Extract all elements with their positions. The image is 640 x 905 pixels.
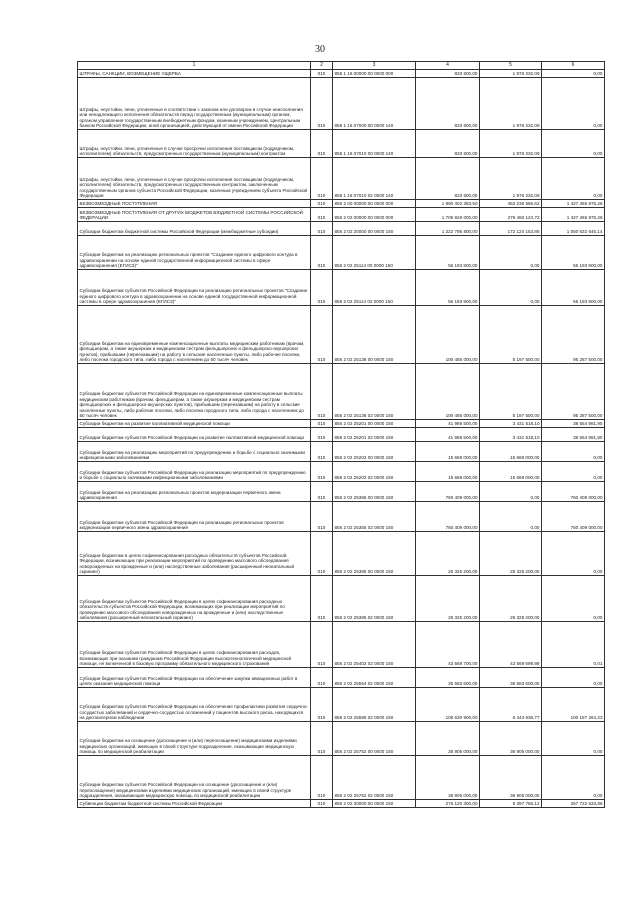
line-code-cell: 010 — [311, 428, 333, 442]
column-header: 4 — [416, 62, 480, 70]
line-code-cell: 010 — [311, 78, 333, 130]
approved-amount-cell: 15 668 000,00 — [416, 442, 480, 462]
column-header: 1 — [78, 62, 311, 70]
approved-amount-cell: 36 905 000,00 — [416, 722, 480, 756]
income-code-cell: 855 2 02 25586 02 0000 150 — [333, 688, 416, 722]
income-code-cell: 855 2 02 30000 00 0000 150 — [333, 800, 416, 808]
approved-amount-cell: 100 485 000,00 — [416, 306, 480, 364]
table-row — [78, 532, 605, 576]
executed-amount-cell: 36 905 000,00 — [480, 756, 542, 800]
executed-amount-cell: 1 976 232,09 — [480, 158, 542, 200]
table-row — [78, 158, 605, 200]
line-code-cell: 010 — [311, 668, 333, 688]
column-header: 3 — [333, 62, 416, 70]
unexecuted-amount-cell: 0,00 — [542, 70, 605, 78]
line-code-cell: 010 — [311, 756, 333, 800]
approved-amount-cell: 1 706 926 000,00 — [416, 208, 480, 222]
approved-amount-cell: 833 600,00 — [416, 130, 480, 158]
executed-amount-cell: 0,00 — [480, 482, 542, 502]
unexecuted-amount-cell: 760 409 000,00 — [542, 502, 605, 532]
executed-amount-cell: 463 236 565,62 — [480, 200, 542, 208]
approved-amount-cell: 833 600,00 — [416, 158, 480, 200]
indicator-name-cell: Субсидии бюджетам на единовременные компенсационные выплаты медицинским работникам (врачам, фельдшерам, а также акушеркам и медицинским сестрам фельдшерских и фельдшерско-акушерских пунктов), прибывшим (переехавшим) на работу в сельские населенные пункты, либо рабочие поселки, либо поселки городского типа, либо города с населением до 50 тысяч человек — [78, 306, 311, 364]
approved-amount-cell: 25 325 200,00 — [416, 532, 480, 576]
indicator-name-cell: Субсидии бюджетам в целях софинансирования расходных обязательств субъектов Российской Федерации, возникающих при реализации мероприятий по проведению массового обследования новорожденных на врожденные и (или) наследственные заболевания (расширенный неонатальный скрининг) — [78, 532, 311, 576]
line-code-cell: 010 — [311, 70, 333, 78]
table-row — [78, 306, 605, 364]
page-number: 30 — [315, 44, 325, 55]
table-row — [78, 722, 605, 756]
line-code-cell: 010 — [311, 306, 333, 364]
executed-amount-cell: 3 431 518,10 — [480, 420, 542, 428]
executed-amount-cell: 5 197 500,00 — [480, 364, 542, 420]
indicator-name-cell: Субсидии бюджетам на реализацию мероприятий по предупреждению и борьбе с социально значимыми инфекционными заболеваниями — [78, 442, 311, 462]
approved-amount-cell: 100 485 000,00 — [416, 364, 480, 420]
table-row — [78, 222, 605, 236]
indicator-name-cell: Субсидии бюджетам субъектов Российской Федерации в целях софинансирования расходов, возникающих при оказании гражданам Российской Федерации высокотехнологичной медицинской помощи, не включенной в базовую программу обязательного медицинского страхования — [78, 622, 311, 668]
table-header-row — [78, 62, 605, 70]
indicator-name-cell: Субсидии бюджетам субъектов Российской Федерации на обеспечение закупки авиационных работ в целях оказания медицинской помощи — [78, 668, 311, 688]
income-code-cell: 855 2 02 25554 02 0000 150 — [333, 668, 416, 688]
income-code-cell: 855 2 02 25114 00 0000 150 — [333, 236, 416, 270]
line-code-cell: 010 — [311, 800, 333, 808]
table-row — [78, 688, 605, 722]
income-code-cell: 855 2 02 25114 02 0000 150 — [333, 270, 416, 306]
line-code-cell: 010 — [311, 236, 333, 270]
approved-amount-cell: 41 986 500,00 — [416, 420, 480, 428]
indicator-name-cell: Субвенции бюджетам бюджетной системы Российской Федерации — [78, 800, 311, 808]
indicator-name-cell: Субсидии бюджетам субъектов Российской Федерации на единовременные компенсационные выплаты медицинским работникам (врачам, фельдшерам, а также акушеркам и медицинским сестрам фельдшерских и фельдшерско-акушерских пунктов), прибывшим (переехавшим) на работу в сельские населенные пункты, либо рабочие поселки, либо поселки городского типа, либо города с населением до 50 тысяч человек — [78, 364, 311, 420]
approved-amount-cell: 25 325 200,00 — [416, 576, 480, 622]
table-row — [78, 130, 605, 158]
indicator-name-cell: БЕЗВОЗМЕЗДНЫЕ ПОСТУПЛЕНИЯ — [78, 200, 311, 208]
executed-amount-cell: 279 460 124,72 — [480, 208, 542, 222]
report-table — [77, 61, 605, 808]
line-code-cell: 010 — [311, 688, 333, 722]
indicator-name-cell: Субсидии бюджетам на реализацию региональных проектов "Создание единого цифрового контура в здравоохранении на основе единой государственной информационной системы в сфере здравоохранения (ЕГИСЗ)" — [78, 236, 311, 270]
line-code-cell: 010 — [311, 420, 333, 428]
executed-amount-cell: 0,00 — [480, 502, 542, 532]
indicator-name-cell: Субсидии бюджетам субъектов Российской Федерации на оснащение (дооснащение и (или) переоснащение) медицинскими изделиями медицинских организаций, имеющих в своей структуре подразделения, оказывающие медицинскую помощь по медицинской реабилитации — [78, 756, 311, 800]
line-code-cell: 010 — [311, 270, 333, 306]
line-code-cell: 010 — [311, 222, 333, 236]
unexecuted-amount-cell: 0,00 — [542, 158, 605, 200]
column-header: 5 — [480, 62, 542, 70]
line-code-cell: 010 — [311, 442, 333, 462]
indicator-name-cell: Штрафы, неустойки, пени, уплаченные в случае просрочки исполнения поставщиком (подрядчиком, исполнителем) обязательств, предусмотренных государственным (муниципальным) контрактом — [78, 130, 311, 158]
line-code-cell: 010 — [311, 364, 333, 420]
unexecuted-amount-cell: 56 193 900,00 — [542, 270, 605, 306]
unexecuted-amount-cell: 0,00 — [542, 442, 605, 462]
table-row — [78, 668, 605, 688]
income-code-cell: 855 2 02 25385 00 0000 150 — [333, 532, 416, 576]
executed-amount-cell: 1 976 232,09 — [480, 78, 542, 130]
line-code-cell: 010 — [311, 532, 333, 576]
income-code-cell: 855 2 02 25752 00 0000 150 — [333, 722, 416, 756]
indicator-name-cell: Субсидии бюджетам субъектов Российской Федерации в целях софинансирования расходных обязательств субъектов Российской Федерации, возникающих при реализации мероприятий по проведению массового обследования новорожденных на врожденные и (или) наследственные заболевания (расширенный неонатальный скрининг) — [78, 576, 311, 622]
income-code-cell: 855 2 02 25402 02 0000 150 — [333, 622, 416, 668]
unexecuted-amount-cell: 760 409 000,00 — [542, 482, 605, 502]
unexecuted-amount-cell: 0,00 — [542, 130, 605, 158]
approved-amount-cell: 56 193 900,00 — [416, 236, 480, 270]
executed-amount-cell: 0,00 — [480, 270, 542, 306]
unexecuted-amount-cell: 0,00 — [542, 668, 605, 688]
line-code-cell: 010 — [311, 200, 333, 208]
table-row — [78, 442, 605, 462]
approved-amount-cell: 760 409 000,00 — [416, 502, 480, 532]
unexecuted-amount-cell: 1 427 465 875,28 — [542, 200, 605, 208]
approved-amount-cell: 833 600,00 — [416, 70, 480, 78]
line-code-cell: 010 — [311, 482, 333, 502]
approved-amount-cell: 1 222 795 800,00 — [416, 222, 480, 236]
approved-amount-cell: 760 409 000,00 — [416, 482, 480, 502]
indicator-name-cell: Субсидии бюджетам на реализацию региональных проектов модернизации первичного звена здравоохранения — [78, 482, 311, 502]
table-row — [78, 208, 605, 222]
indicator-name-cell: Штрафы, неустойки, пени, уплаченные в случае просрочки исполнения поставщиком (подрядчиком, исполнителем) обязательств, предусмотренных государственным контрактом, заключенным государственным органом субъекта Российской Федерации, казенным учреждением субъекта Российской Федерации — [78, 158, 311, 200]
line-code-cell: 010 — [311, 130, 333, 158]
table-row — [78, 502, 605, 532]
table-row — [78, 756, 605, 800]
unexecuted-amount-cell: 100 187 264,23 — [542, 688, 605, 722]
table-row — [78, 270, 605, 306]
income-code-cell: 855 2 02 25201 02 0000 150 — [333, 428, 416, 442]
approved-amount-cell: 1 890 402 383,50 — [416, 200, 480, 208]
approved-amount-cell: 41 986 500,00 — [416, 428, 480, 442]
executed-amount-cell: 43 569 699,99 — [480, 622, 542, 668]
executed-amount-cell: 36 905 000,00 — [480, 722, 542, 756]
table-row — [78, 364, 605, 420]
executed-amount-cell: 25 325 200,00 — [480, 576, 542, 622]
line-code-cell: 010 — [311, 158, 333, 200]
income-code-cell: 855 2 02 25752 02 0000 150 — [333, 756, 416, 800]
approved-amount-cell: 43 569 700,00 — [416, 622, 480, 668]
executed-amount-cell: 1 976 232,09 — [480, 70, 542, 78]
income-code-cell: 855 1 16 07010 00 0000 140 — [333, 130, 416, 158]
indicator-name-cell: Субсидии бюджетам бюджетной системы Российской Федерации (межбюджетные субсидии) — [78, 222, 311, 236]
unexecuted-amount-cell: 1 427 465 875,28 — [542, 208, 605, 222]
unexecuted-amount-cell: 0,00 — [542, 532, 605, 576]
executed-amount-cell: 5 197 500,00 — [480, 306, 542, 364]
income-code-cell: 855 2 02 25202 02 0000 150 — [333, 462, 416, 482]
approved-amount-cell: 833 600,00 — [416, 78, 480, 130]
unexecuted-amount-cell: 0,01 — [542, 622, 605, 668]
executed-amount-cell: 15 668 000,00 — [480, 462, 542, 482]
column-header: 2 — [311, 62, 333, 70]
indicator-name-cell: Штрафы, неустойки, пени, уплаченные в соответствии с законом или договором в случае неисполнения или ненадлежащего исполнения обязательств перед государственным (муниципальным) органом, органом управления государственным внебюджетным фондом, казенным учреждением, Центральным банком Российской Федерации, иной организацией, действующей от имени Российской Федерации — [78, 78, 311, 130]
line-code-cell: 010 — [311, 622, 333, 668]
indicator-name-cell: Субсидии бюджетам субъектов Российской Федерации на реализацию региональных проектов модернизации первичного звена здравоохранения — [78, 502, 311, 532]
table-row — [78, 482, 605, 502]
approved-amount-cell: 56 193 900,00 — [416, 270, 480, 306]
table-row — [78, 800, 605, 808]
income-code-cell: 855 2 02 25202 00 0000 150 — [333, 442, 416, 462]
indicator-name-cell: Субсидии бюджетам субъектов Российской Федерации на развитие паллиативной медицинской помощи — [78, 428, 311, 442]
approved-amount-cell: 276 120 300,00 — [416, 800, 480, 808]
income-code-cell: 855 2 02 25201 00 0000 150 — [333, 420, 416, 428]
table-row — [78, 78, 605, 130]
income-code-cell: 855 2 02 25385 02 0000 150 — [333, 576, 416, 622]
table-row — [78, 576, 605, 622]
unexecuted-amount-cell: 0,00 — [542, 576, 605, 622]
indicator-name-cell: БЕЗВОЗМЕЗДНЫЕ ПОСТУПЛЕНИЯ ОТ ДРУГИХ БЮДЖЕТОВ БЮДЖЕТНОЙ СИСТЕМЫ РОССИЙСКОЙ ФЕДЕРАЦИИ — [78, 208, 311, 222]
approved-amount-cell: 106 630 900,00 — [416, 688, 480, 722]
unexecuted-amount-cell: 0,00 — [542, 462, 605, 482]
indicator-name-cell: ШТРАФЫ, САНКЦИИ, ВОЗМЕЩЕНИЕ УЩЕРБА — [78, 70, 311, 78]
executed-amount-cell: 8 397 766,12 — [480, 800, 542, 808]
approved-amount-cell: 15 668 000,00 — [416, 462, 480, 482]
unexecuted-amount-cell: 38 554 981,90 — [542, 420, 605, 428]
approved-amount-cell: 35 583 600,00 — [416, 668, 480, 688]
line-code-cell: 010 — [311, 462, 333, 482]
income-code-cell: 855 2 02 25365 00 0000 150 — [333, 482, 416, 502]
income-code-cell: 855 1 16 00000 00 0000 000 — [333, 70, 416, 78]
table-row — [78, 428, 605, 442]
line-code-cell: 010 — [311, 576, 333, 622]
executed-amount-cell: 25 325 200,00 — [480, 532, 542, 576]
unexecuted-amount-cell: 267 722 533,88 — [542, 800, 605, 808]
income-code-cell: 855 2 02 00000 00 0000 000 — [333, 208, 416, 222]
table-row — [78, 236, 605, 270]
executed-amount-cell: 6 443 635,77 — [480, 688, 542, 722]
executed-amount-cell: 172 124 153,86 — [480, 222, 542, 236]
unexecuted-amount-cell: 1 050 632 646,14 — [542, 222, 605, 236]
income-code-cell: 855 1 16 07000 00 0000 140 — [333, 78, 416, 130]
executed-amount-cell: 0,00 — [480, 236, 542, 270]
unexecuted-amount-cell: 95 287 500,00 — [542, 364, 605, 420]
unexecuted-amount-cell: 56 193 900,00 — [542, 236, 605, 270]
line-code-cell: 010 — [311, 722, 333, 756]
income-code-cell: 855 2 02 25138 02 0000 150 — [333, 364, 416, 420]
column-header: 6 — [542, 62, 605, 70]
income-code-cell: 855 2 02 25138 00 0000 150 — [333, 306, 416, 364]
line-code-cell: 010 — [311, 502, 333, 532]
executed-amount-cell: 3 431 518,10 — [480, 428, 542, 442]
executed-amount-cell: 35 583 600,00 — [480, 668, 542, 688]
unexecuted-amount-cell: 38 554 981,90 — [542, 428, 605, 442]
indicator-name-cell: Субсидии бюджетам субъектов Российской Федерации на реализацию мероприятий по предупреждению и борьбе с социально значимыми инфекционными заболеваниями — [78, 462, 311, 482]
income-code-cell: 855 2 02 25365 02 0000 150 — [333, 502, 416, 532]
income-code-cell: 855 2 02 20000 00 0000 150 — [333, 222, 416, 236]
executed-amount-cell: 1 976 232,09 — [480, 130, 542, 158]
table-row — [78, 622, 605, 668]
income-code-cell: 855 1 16 07010 02 0000 140 — [333, 158, 416, 200]
table-row — [78, 462, 605, 482]
indicator-name-cell: Субсидии бюджетам на оснащение (дооснащение и (или) переоснащение) медицинскими изделиями медицинских организаций, имеющих в своей структуре подразделения, оказывающие медицинскую помощь по медицинской реабилитации — [78, 722, 311, 756]
indicator-name-cell: Субсидии бюджетам субъектов Российской Федерации на обеспечение профилактики развития сердечно-сосудистых заболеваний и сердечно-сосудистых осложнений у пациентов высокого риска, находящихся на диспансерном наблюдении — [78, 688, 311, 722]
table-row — [78, 70, 605, 78]
unexecuted-amount-cell: 0,00 — [542, 78, 605, 130]
indicator-name-cell: Субсидии бюджетам субъектов Российской Федерации на реализацию региональных проектов "Создание единого цифрового контура в здравоохранении на основе единой государственной информационной системы в сфере здравоохранения (ЕГИСЗ)" — [78, 270, 311, 306]
income-code-cell: 855 2 00 00000 00 0000 000 — [333, 200, 416, 208]
executed-amount-cell: 15 668 000,00 — [480, 442, 542, 462]
approved-amount-cell: 36 905 000,00 — [416, 756, 480, 800]
unexecuted-amount-cell: 95 287 500,00 — [542, 306, 605, 364]
line-code-cell: 010 — [311, 208, 333, 222]
table-row — [78, 420, 605, 428]
unexecuted-amount-cell: 0,00 — [542, 756, 605, 800]
indicator-name-cell: Субсидии бюджетам на развитие паллиативной медицинской помощи — [78, 420, 311, 428]
unexecuted-amount-cell: 0,00 — [542, 722, 605, 756]
table-row — [78, 200, 605, 208]
